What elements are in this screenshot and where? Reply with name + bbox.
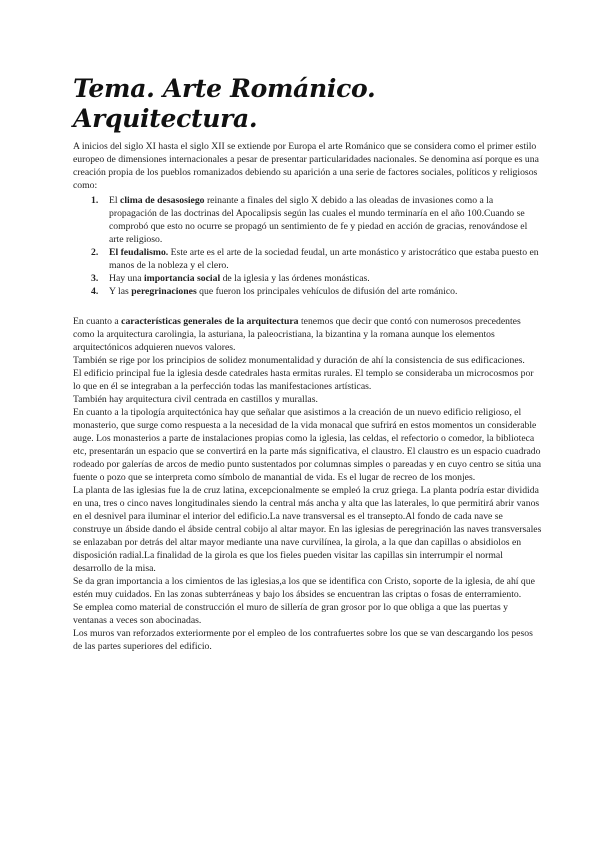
body-paragraph: Los muros van reforzados exteriormente por el empleo de los contrafuertes sobre los que se van descargando los pesos de las partes superiores del edificio. [73, 628, 533, 652]
list-item: 1. El clima de desasosiego reinante a finales del siglo X debido a las oleadas de invasiones como a la propagación de las doctrinas del Apocalipsis según las cuales el mundo terminaría en el año 100.Cuando se comprobó que esto no ocurre se propagó un sentimiento de fe y piedad en acción de gracias, renovándose el arte religioso. [91, 195, 528, 245]
architecture-paragraph: En cuanto a características generales de la arquitectura tenemos que decir que contó con numerosos precedentes como la arquitectura carolingia, la asturiana, la paleocristiana, la bizantina y la romana aunque los elementos arquitectónicos adquieren nuevos valores. [73, 316, 521, 353]
body-paragraph: Se emplea como material de construcción el muro de sillería de gran grosor por lo que obliga a que las puertas y ventanas a veces son abocinadas. [73, 602, 508, 626]
intro-paragraph: A inicios del siglo XI hasta el siglo XII se extiende por Europa el arte Románico que se considera como el primer estilo europeo de dimensiones internacionales a pesar de presentar particularidades nacionales. Se denomina así porque es una creación propia de los pueblos romanizados debiendo su aparición a una serie de factores sociales, políticos y religiosos como: [73, 141, 539, 191]
factors-list [73, 194, 542, 298]
body-paragraph: También se rige por los principios de solidez monumentalidad y duración de ahí la consistencia de sus edificaciones. [73, 355, 525, 366]
body-paragraph: El edificio principal fue la iglesia desde catedrales hasta ermitas rurales. El templo se consideraba un microcosmos por lo que en él se integraban a la perfección todas las manifestaciones artísticas. [73, 368, 534, 392]
body-paragraph: También hay arquitectura civil centrada en castillos y murallas. [73, 394, 318, 405]
body-paragraph: La planta de las iglesias fue la de cruz latina, excepcionalmente se empleó la cruz griega. La planta podría estar dividida en una, tres o cinco naves longitudinales siendo la central más ancha y alta que las laterales, lo que permitirá abrir vanos en el desnivel para iluminar el interior del edificio.La nave transversal es el transepto.Al fondo de cada nave se construye un ábside dando el ábside central cobijo al altar mayor. En las iglesias de peregrinación las naves transversales se enlazaban por detrás del altar mayor mediante una nave curvilínea, la girola, a la que dan capillas o absidiolos en disposición radial.La finalidad de la girola es que los fieles pueden visitar las capillas sin interrumpir el normal desarrollo de la misa. [73, 485, 542, 574]
body-paragraph: Se da gran importancia a los cimientos de las iglesias,a los que se identifica con Cristo, soporte de la iglesia, de ahí que estén muy cuidados. En las zonas subterráneas y bajo los ábsides se encuentran las criptas o fosas de enterramiento. [73, 576, 535, 600]
list-item: 4. Y las peregrinaciones que fueron los principales vehículos de difusión del arte románico. [91, 286, 458, 297]
body-paragraph: En cuanto a la tipología arquitectónica hay que señalar que asistimos a la creación de un nuevo edificio religioso, el monasterio, que surge como respuesta a la necesidad de la vida monacal que sufrirá en estos momentos un considerable auge. Los monasterios a parte de instalaciones propias como la iglesia, las celdas, el refectorio o comedor, la biblioteca etc, presentarán un espacio que se convertirá en la parte más significativa, el claustro. El claustro es un espacio cuadrado rodeado por galerías de arcos de medio punto sustentados por columnas simples o pareadas y en cuyo centro se sitúa una fuente o pozo que se interpreta como símbolo de manantial de vida. Es el lugar de recreo de los monjes. [73, 407, 542, 483]
list-item: 2. El feudalismo. Este arte es el arte de la sociedad feudal, un arte monástico y aristocrático que estaba puesto en manos de la nobleza y el clero. [91, 247, 539, 271]
spacer [73, 304, 542, 315]
list-item: 3. Hay una importancia social de la iglesia y las órdenes monásticas. [91, 273, 370, 284]
page-title: Tema. Arte Románico. Arquitectura. [73, 74, 376, 133]
